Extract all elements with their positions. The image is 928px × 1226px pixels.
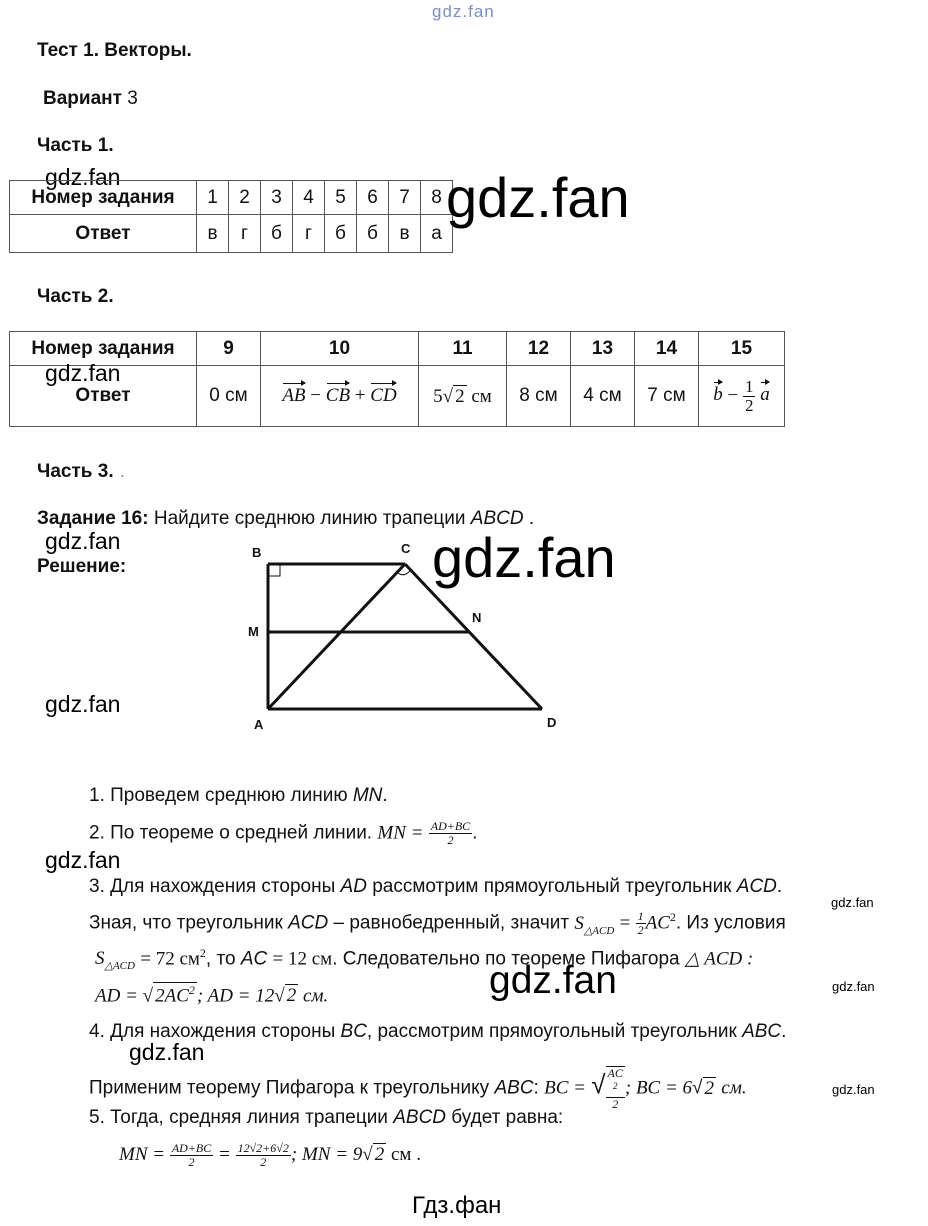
table1-num: 2 [229,181,261,215]
table1-num: 8 [421,181,453,215]
table1-num: 1 [197,181,229,215]
table2-num: 12 [507,332,571,366]
table2-num: 10 [261,332,419,366]
plus-sign: + [354,385,366,406]
point-label-c: C [401,541,411,556]
table2-row-header: Номер задания [10,332,197,366]
table2-answer-14: 7 см [635,366,699,427]
watermark-footer: Гдз.фан [412,1192,502,1219]
table2-answer-11 [419,366,507,427]
watermark: gdz.fan [832,979,875,994]
table1-answer: в [389,215,421,253]
vector-cd: CD [370,385,397,406]
sqrt-icon: √ [142,985,154,1007]
watermark: gdz.fan [129,1039,205,1065]
solution-label: Решение: [37,556,127,577]
variant-number: 3 [127,88,138,109]
table1-answer-header: Ответ [10,215,197,253]
step-3-line-2: Зная, что треугольник ACD – равнобедренный, значит $S_{\triangle ACD}$ = $\frac{1}{2}$ $AC^2$. Из условия [89,909,786,937]
watermark: gdz.fan [45,691,121,717]
sqrt-icon: √ [362,1143,373,1165]
watermark: gdz.fan [432,526,616,589]
table1-answer: г [229,215,261,253]
test-title: Тест 1. Векторы. [37,40,192,61]
table2-answer-header: Ответ [10,366,197,427]
minus-sign: − [727,384,739,406]
step-3-line-3: $S_{\triangle ACD} = 72$ $см^2$, то AC = 12 см. Следовательно по теореме Пифагора △ ACD : [95,946,754,973]
watermark: gdz.fan [45,528,121,554]
trapezoid-diagram [240,538,570,738]
watermark: gdz.fan [45,164,121,190]
step-1: 1. Проведем среднюю линию MN. [89,785,388,806]
step-3-line-4: AD = √ $2AC^2$ ; AD = 12√ 2 см. [95,983,329,1007]
step-4-line-2: Применим теорему Пифагора к треугольнику ABC: BC = √ AC $^2$ 2 ; BC = 6√ 2 см. [89,1066,747,1111]
part1-heading: Часть 1. [37,135,114,156]
variant [43,88,138,110]
table2-answer-12: 8 см [507,366,571,427]
table2-answer-10 [261,366,419,427]
table2-num: 9 [197,332,261,366]
fraction-one-half: $\frac{1}{2}$ [744,376,754,415]
fraction: $\frac{AD+BC}{2}$ [171,1141,212,1169]
answers-table-part2 [9,331,785,427]
sqrt-icon: √ [591,1069,606,1100]
part3-heading: Часть 3. . [37,461,125,482]
step-3-line-1: 3. Для нахождения стороны AD рассмотрим прямоугольный треугольник ACD. [89,876,783,897]
vector-ab: AB [282,385,306,406]
step-5-line-1: 5. Тогда, средняя линия трапеции ABCD будет равна: [89,1107,564,1128]
point-label-m: M [248,624,259,639]
watermark: gdz.fan [489,959,617,1002]
step-5-line-2: MN = $\frac{AD+BC}{2}$ = $\frac{12√2+6√2}{2}$ ; MN = 9√ 2 см . [119,1141,421,1169]
step-4-line-1: 4. Для нахождения стороны BC, рассмотрим прямоугольный треугольник ABC. [89,1021,787,1042]
fraction-under-root: AC $^2$ 2 [607,1066,623,1111]
watermark: gdz.fan [832,1082,875,1097]
table1-num: 4 [293,181,325,215]
sqrt-icon: √ [692,1077,703,1099]
fraction: $\frac{AD+BC}{2}$ [430,819,471,847]
sqrt-icon: √ [442,385,454,407]
minus-sign: − [310,385,322,406]
point-label-a: A [254,717,264,732]
watermark: gdz.fan [446,166,630,229]
table1-num: 5 [325,181,357,215]
table2-answer-15 [699,366,785,427]
point-label-b: B [252,545,262,560]
table2-answer-13: 4 см [571,366,635,427]
table1-answer: а [421,215,453,253]
task16-figure: ABCD [470,508,524,529]
vector-b: b [713,384,723,406]
table1-row-header: Номер задания [10,181,197,215]
step-2: 2. По теореме о средней линии. MN = $\frac{AD+BC}{2}$ . [89,819,478,847]
fraction-one-half: $\frac{1}{2}$ [637,909,644,937]
table1-answer: в [197,215,229,253]
variant-label: Вариант [43,88,122,109]
watermark-top: gdz.fan [432,2,495,21]
table2-num: 15 [699,332,785,366]
table2-num: 14 [635,332,699,366]
table1-num: 3 [261,181,293,215]
vector-a: a [760,384,770,406]
table1-answer: б [357,215,389,253]
table1-num: 7 [389,181,421,215]
table1-answer: б [261,215,293,253]
table2-answer-9: 0 см [197,366,261,427]
point-label-n: N [472,610,482,625]
table2-num: 11 [419,332,507,366]
sqrt-icon: √ [274,985,285,1007]
fraction: $\frac{12√2+6√2}{2}$ [237,1141,289,1169]
point-label-d: D [547,715,557,730]
coef: 5 [433,385,443,407]
table1-num: 6 [357,181,389,215]
task16-text: Найдите среднюю линию трапеции [153,508,466,529]
vector-cb: CB [325,385,351,406]
watermark: gdz.fan [831,895,874,910]
unit: см [471,385,492,407]
watermark: gdz.fan [45,847,121,873]
part2-heading: Часть 2. [37,286,114,307]
task16-statement: Задание 16: Найдите среднюю линию трапеции ABCD . [37,508,535,529]
table2-num: 13 [571,332,635,366]
answers-table-part1 [9,180,453,253]
task16-label: Задание 16: [37,508,149,529]
table1-answer: г [293,215,325,253]
table1-answer: б [325,215,357,253]
watermark: gdz.fan [45,360,121,386]
radicand: 2 [455,385,465,407]
